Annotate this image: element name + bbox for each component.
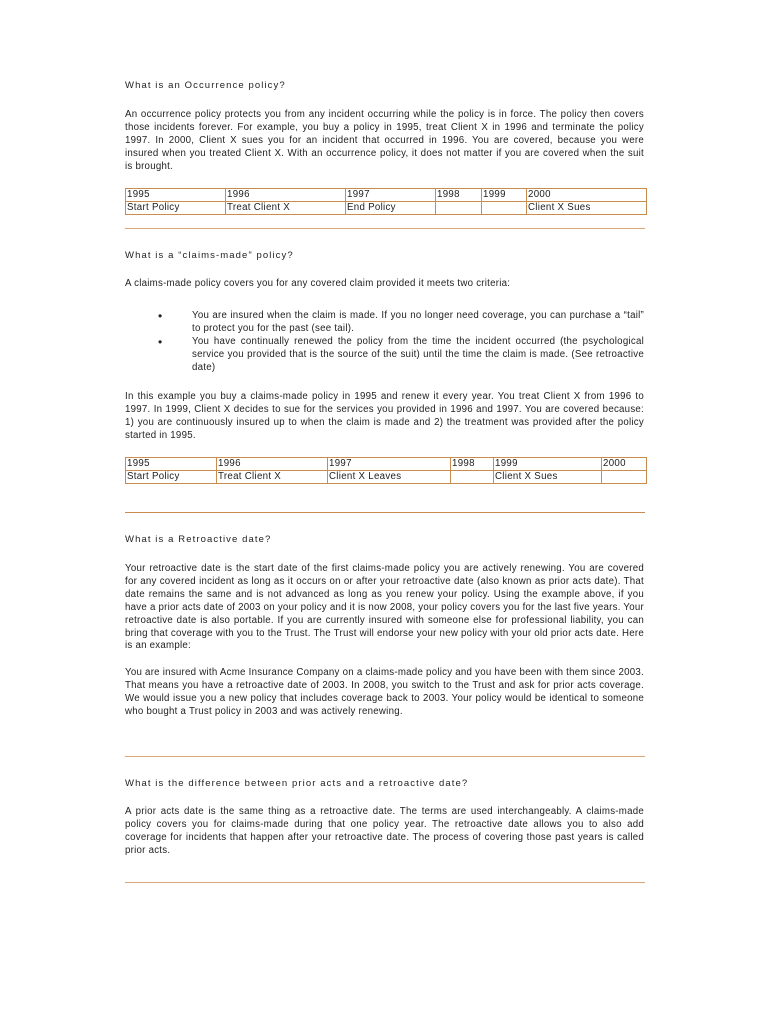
section-divider bbox=[125, 512, 645, 513]
heading-claims-made-policy: What is a “claims-made” policy? bbox=[125, 250, 294, 261]
section-divider bbox=[125, 228, 645, 229]
table-cell-event bbox=[602, 471, 647, 484]
paragraph-claims-made-intro: A claims-made policy covers you for any covered claim provided it meets two criteria: bbox=[125, 278, 511, 289]
section-divider bbox=[125, 882, 645, 883]
table-row-years bbox=[126, 189, 647, 202]
table-cell-year: 1999 bbox=[494, 458, 602, 471]
table-cell-year: 1996 bbox=[217, 458, 328, 471]
paragraph-occurrence-policy: An occurrence policy protects you from any incident occurring while the policy is in force. The policy then covers those incidents forever. For example, you buy a policy in 1995, treat Client X in 1996 and terminate the policy 1997. In 2000, Client X sues you for an incident that occurred in 1996. You are covered, because you were insured when you treated Client X. With an occurrence policy, it does not matter if you are covered when the suit is brought. bbox=[125, 109, 644, 172]
table-cell-event: Client X Leaves bbox=[328, 471, 451, 484]
table-cell-event: Client X Sues bbox=[494, 471, 602, 484]
bullet-icon: • bbox=[158, 309, 163, 323]
table-cell-event bbox=[436, 202, 482, 215]
table-cell-year: 2000 bbox=[527, 189, 647, 202]
table-cell-year: 1997 bbox=[346, 189, 436, 202]
table-cell-event: End Policy bbox=[346, 202, 436, 215]
table-cell-event: Start Policy bbox=[126, 471, 217, 484]
list-item bbox=[125, 310, 644, 336]
table-cell-year: 1995 bbox=[126, 189, 226, 202]
table-cell-year: 1998 bbox=[451, 458, 494, 471]
table-cell-event: Client X Sues bbox=[527, 202, 647, 215]
bullet-icon: • bbox=[158, 334, 163, 349]
claims-made-criteria-list bbox=[125, 310, 644, 375]
table-row-years bbox=[126, 458, 647, 471]
paragraph-retroactive-example: You are insured with Acme Insurance Company on a claims-made policy and you have been with them since 2003. That means you have a retroactive date of 2003. In 2008, you switch to the Trust and ask for prior acts coverage. We would issue you a new policy that includes coverage back to 2003. Your policy would be identical to someone who bought a Trust policy in 2003 and was actively renewing. bbox=[125, 667, 644, 717]
table-row-events bbox=[126, 202, 647, 215]
list-item-text: You have continually renewed the policy from the time the incident occurred (the psychological service you provided that is the source of the suit) until the time the claim is made. (See retroactive date) bbox=[192, 335, 644, 373]
heading-retroactive-date: What is a Retroactive date? bbox=[125, 534, 272, 545]
table-cell-year: 1999 bbox=[482, 189, 527, 202]
occurrence-timeline-table bbox=[125, 188, 647, 215]
table-cell-year: 2000 bbox=[602, 458, 647, 471]
table-cell-event bbox=[482, 202, 527, 215]
table-cell-event: Treat Client X bbox=[226, 202, 346, 215]
paragraph-prior-acts: A prior acts date is the same thing as a retroactive date. The terms are used interchangeably. A claims-made policy covers you for claims-made during that one policy year. The retroactive date allows you to also add coverage for incidents that happen after your retroactive date. The process of covering those past years is called prior acts. bbox=[125, 806, 644, 856]
table-cell-year: 1996 bbox=[226, 189, 346, 202]
section-divider bbox=[125, 756, 645, 757]
paragraph-claims-made-example: In this example you buy a claims-made policy in 1995 and renew it every year. You treat Client X from 1996 to 1997. In 1999, Client X decides to sue for the services you provided in 1996 and 1997. You are covered because: 1) you are continuously insured up to when the claim is made and 2) the treatment was provided after the policy started in 1995. bbox=[125, 391, 644, 441]
table-cell-year: 1995 bbox=[126, 458, 217, 471]
table-cell-year: 1997 bbox=[328, 458, 451, 471]
list-item bbox=[125, 336, 644, 375]
heading-occurrence-policy: What is an Occurrence policy? bbox=[125, 80, 286, 91]
heading-prior-acts-difference: What is the difference between prior acts and a retroactive date? bbox=[125, 778, 469, 789]
list-item-text: You are insured when the claim is made. If you no longer need coverage, you can purchase a “tail” to protect you for the past (see tail). bbox=[192, 310, 644, 334]
claims-made-timeline-table bbox=[125, 457, 647, 484]
table-cell-event: Treat Client X bbox=[217, 471, 328, 484]
paragraph-retroactive-definition: Your retroactive date is the start date of the first claims-made policy you are actively renewing. You are covered for any covered incident as long as it occurs on or after your retroactive date (also known as prior acts date). That date remains the same and is not advanced as long as you renew your policy. Using the example above, if you have a prior acts date of 2003 on your policy and it is now 2008, your policy covers you for the last five years. Your retroactive date is also portable. If you are currently insured with someone else for professional liability, you can bring that coverage with you to the Trust. The Trust will endorse your new policy with your old prior acts date. Here is an example: bbox=[125, 563, 644, 652]
table-cell-event bbox=[451, 471, 494, 484]
table-cell-year: 1998 bbox=[436, 189, 482, 202]
table-cell-event: Start Policy bbox=[126, 202, 226, 215]
table-row-events bbox=[126, 471, 647, 484]
